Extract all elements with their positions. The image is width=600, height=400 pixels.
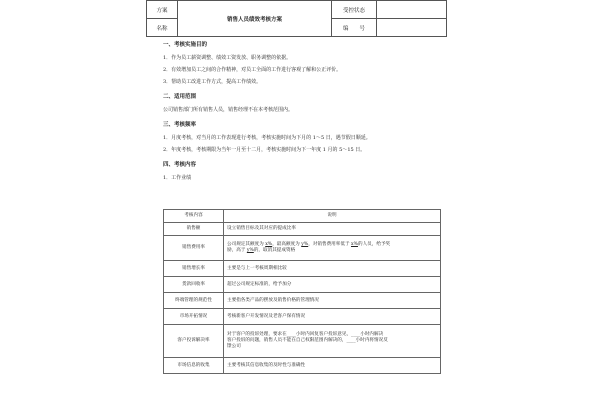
header-label-control: 受控状态 [332, 1, 377, 19]
table-row [164, 358, 441, 374]
table-row [164, 309, 441, 325]
table-row [164, 236, 441, 261]
text-fragment: ，对销售费用率低于 [308, 242, 351, 247]
table-cell-item: 客户投诉解决率 [164, 325, 224, 358]
header-control-value [377, 1, 447, 19]
header-label-plan: 方案 [147, 1, 178, 19]
frequency-item: 1．月度考核，对当月的工作表现进行考核，考核实施时间为下月的 1～5 日，遇节假日顺延。 [163, 135, 371, 141]
frequency-item: 2．年度考核，考核期限为当年一月至十二月，考核实施时间为下一年度 1 月的 5～15 日。 [163, 147, 366, 153]
table-cell-description: 超过公司规定标准的，给予加分 [224, 277, 441, 293]
purpose-item: 3．帮助员工改进工作方式，提高工作绩效。 [163, 79, 262, 85]
underlined-value: x% [351, 242, 358, 247]
table-cell-description: 主要是与上一考核周期相比较 [224, 261, 441, 277]
performance-table [163, 209, 441, 374]
table-cell-item: 销售增长率 [164, 261, 224, 277]
section-heading-content: 四、考核内容 [163, 162, 197, 168]
table-cell-item: 市场开拓情况 [164, 309, 224, 325]
table-row [164, 293, 441, 309]
header-number-value [377, 19, 447, 37]
text-fragment: 的人员，给予奖 [357, 242, 391, 247]
text-line: 馈公司 [227, 344, 241, 349]
text-fragment: 公司规定其额度为 [227, 242, 266, 247]
table-cell-item: 销售额 [164, 223, 224, 236]
table-header-cell: 说明 [224, 210, 441, 223]
purpose-item: 1．作为员工薪资调整、绩效工资发放、职务调整的依据。 [163, 55, 292, 61]
section-heading-frequency: 三、考核频率 [163, 122, 197, 128]
table-row [164, 277, 441, 293]
header-label-name: 名称 [147, 19, 178, 37]
section-heading-scope: 二、适用范围 [163, 94, 197, 100]
table-cell-description [224, 325, 441, 358]
table-header-row [164, 210, 441, 223]
table-cell-description: 考核新客户开发情况及老客户保有情况 [224, 309, 441, 325]
document-header-table [146, 0, 447, 37]
table-cell-item: 市场信息的收集 [164, 358, 224, 374]
table-row [164, 325, 441, 358]
document-title: 销售人员绩效考核方案 [178, 1, 332, 37]
text-line: 对于客户的投诉处理，要求在____小时内回复客户投诉意见，____小时内解决 [227, 332, 384, 337]
table-cell-description: 设立销售目标及其对应的提成比率 [224, 223, 441, 236]
scope-text: 公司销售部门所有销售人员，销售经理不在本考核范围内。 [163, 107, 294, 113]
table-cell-item: 终端管理的规范性 [164, 293, 224, 309]
document-body [163, 42, 443, 187]
underlined-value: x% [265, 242, 273, 247]
table-header-cell: 考核内容 [164, 210, 224, 223]
table-cell-description: 主要考核其信息收集的及时性与准确性 [224, 358, 441, 374]
text-fragment: 的，取消其提成资格 [253, 248, 296, 253]
purpose-item: 2．有效增加员工之间的合作精神，对员工全面的工作进行客观了解和公正评价。 [163, 67, 342, 73]
text-fragment: 励，高于 [227, 248, 247, 253]
table-cell-item: 销售费用率 [164, 236, 224, 261]
table-cell-description: 主要指各类产品的摆放及销售价格的管理情况 [224, 293, 441, 309]
underlined-value: y% [301, 242, 309, 247]
text-line: 客户投诉的问题，销售人员不能在自己权限范围内解决的，____小时内将情况反 [227, 338, 388, 343]
section-heading-purpose: 一、考核实施目的 [163, 42, 208, 48]
subsection-heading-performance: 1．工作业绩 [163, 175, 192, 181]
underlined-value: y% [246, 248, 254, 253]
table-cell-item: 货款回收率 [164, 277, 224, 293]
table-cell-description [224, 236, 441, 261]
text-fragment: ，最高额度为 [272, 242, 302, 247]
table-row [164, 223, 441, 236]
header-label-number: 编 号 [332, 19, 377, 37]
table-row [164, 261, 441, 277]
